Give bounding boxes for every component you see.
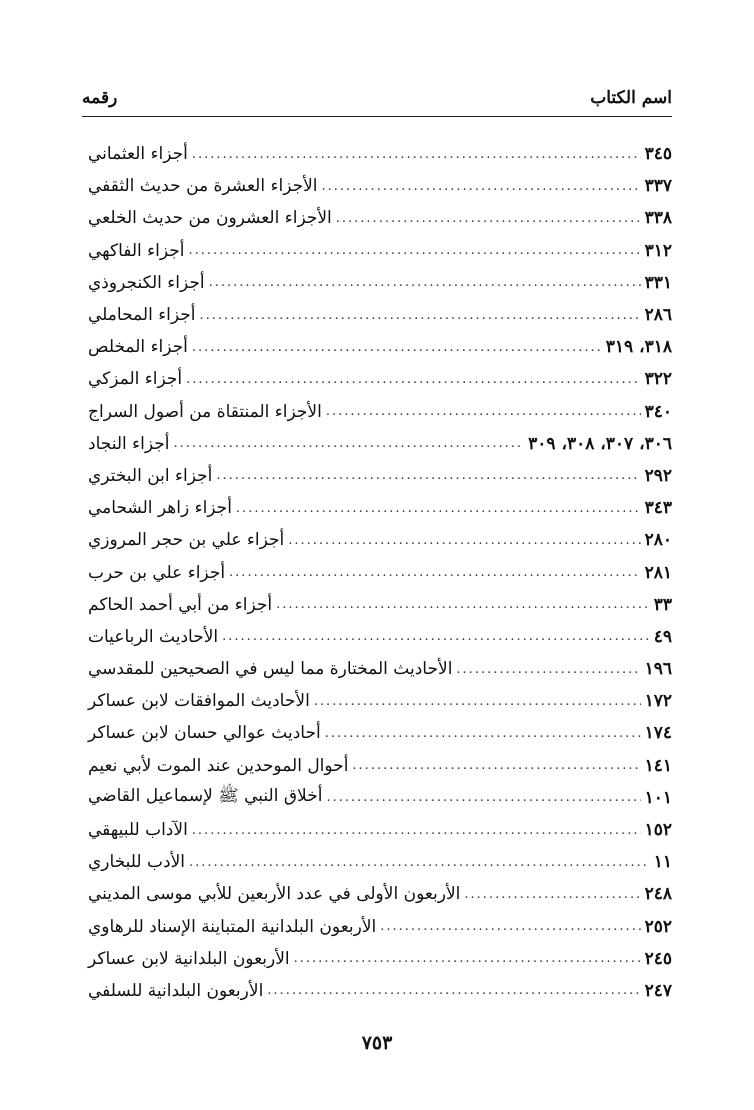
entry-title: الأحاديث المختارة مما ليس في الصحيحين للمقدسي xyxy=(88,659,453,680)
dot-leader xyxy=(267,983,640,998)
entry-title: الأربعون البلدانية المتباينة الإسناد للرهاوي xyxy=(88,916,377,937)
dot-leader xyxy=(276,597,650,612)
dot-leader xyxy=(216,468,640,483)
dot-leader xyxy=(325,726,641,741)
index-entry xyxy=(82,428,672,460)
entry-title: أجزاء المزكي xyxy=(88,369,183,390)
entry-title: أجزاء علي بن حجر المروزي xyxy=(88,530,285,551)
entry-page-number: ١٩٦ xyxy=(644,659,672,680)
dot-leader xyxy=(189,243,641,258)
entry-page-number: ١١ xyxy=(653,852,672,873)
index-entry xyxy=(82,267,672,299)
index-entry xyxy=(82,717,672,749)
dot-leader xyxy=(200,308,641,323)
dot-leader xyxy=(229,565,641,580)
entry-page-number: ٣٤٥ xyxy=(644,144,672,165)
entry-page-number: ٣١٢ xyxy=(644,240,672,261)
entry-title: أجزاء علي بن حرب xyxy=(88,562,226,583)
entry-page-number: ١٧٤ xyxy=(644,723,672,744)
index-entry xyxy=(82,878,672,910)
entry-title: أجزاء المحاملي xyxy=(88,305,196,326)
dot-leader xyxy=(456,662,640,677)
dot-leader xyxy=(322,179,641,194)
dot-leader xyxy=(174,436,525,451)
entry-title: أجزاء النجاد xyxy=(88,433,170,454)
entry-page-number: ٣٤٣ xyxy=(644,498,672,519)
entry-page-number: ٣٣٧ xyxy=(644,176,672,197)
index-entry xyxy=(82,653,672,685)
index-entry xyxy=(82,396,672,428)
entry-page-number: ٢٤٧ xyxy=(644,980,672,1001)
entry-page-number: ١٤١ xyxy=(644,755,672,776)
index-entry xyxy=(82,975,672,1007)
entry-title: الأربعون البلدانية للسلفي xyxy=(88,980,264,1001)
dot-leader xyxy=(336,211,641,226)
dot-leader xyxy=(192,340,602,355)
index-entry xyxy=(82,235,672,267)
dot-leader xyxy=(186,372,640,387)
index-entry xyxy=(82,331,672,363)
entry-title: أجزاء من أبي أحمد الحاكم xyxy=(88,594,273,615)
entry-title: أجزاء الكنجروذي xyxy=(88,272,205,293)
entry-title: الأربعون البلدانية لابن عساكر xyxy=(88,948,290,969)
index-entry xyxy=(82,524,672,556)
index-entry xyxy=(82,460,672,492)
entry-title: أحاديث عوالي حسان لابن عساكر xyxy=(88,723,321,744)
column-header-book-name: اسم الكتاب xyxy=(590,88,672,108)
dot-leader xyxy=(189,855,650,870)
index-entry xyxy=(82,299,672,331)
entry-page-number: ٣٠٦، ٣٠٧، ٣٠٨، ٣٠٩ xyxy=(528,433,672,454)
entry-page-number: ٢٤٨ xyxy=(644,884,672,905)
entry-page-number: ٢٨٠ xyxy=(644,530,672,551)
entry-title: أجزاء ابن البختري xyxy=(88,465,213,486)
entry-page-number: ٢٥٢ xyxy=(644,916,672,937)
index-entry xyxy=(82,202,672,234)
index-entry xyxy=(82,846,672,878)
column-header-number: رقمه xyxy=(82,88,118,108)
entry-title: أجزاء المخلص xyxy=(88,337,188,358)
entry-title: أجزاء العثماني xyxy=(88,144,188,165)
dot-leader xyxy=(294,951,641,966)
index-entry xyxy=(82,492,672,524)
entry-page-number: ٢٨٦ xyxy=(644,305,672,326)
entry-page-number: ١٥٢ xyxy=(644,820,672,841)
index-entry xyxy=(82,589,672,621)
index-header xyxy=(82,78,672,117)
index-entry xyxy=(82,782,672,814)
index-entry xyxy=(82,363,672,395)
index-entry xyxy=(82,911,672,943)
dot-leader xyxy=(380,919,640,934)
entry-page-number: ٣١٨، ٣١٩ xyxy=(605,337,672,358)
entry-title: الأدب للبخاري xyxy=(88,852,186,873)
entry-title: أجزاء الفاكهي xyxy=(88,240,185,261)
entry-title: الأحاديث الموافقات لابن عساكر xyxy=(88,691,310,712)
entry-page-number: ٣٣١ xyxy=(644,272,672,293)
entry-title: الأجزاء المنتقاة من أصول السراج xyxy=(88,401,322,422)
entry-title: الآداب للبيهقي xyxy=(88,820,188,841)
dot-leader xyxy=(236,501,641,516)
index-entry xyxy=(82,943,672,975)
dot-leader xyxy=(192,823,641,838)
entry-page-number: ٢٨١ xyxy=(644,562,672,583)
index-entry xyxy=(82,685,672,717)
dot-leader xyxy=(326,790,640,805)
entry-page-number: ١٠١ xyxy=(644,787,672,808)
index-entry xyxy=(82,556,672,588)
entry-page-number: ٢٩٢ xyxy=(644,465,672,486)
entry-title: الأربعون الأولى في عدد الأربعين للأبي موسى المديني xyxy=(88,884,461,905)
entry-page-number: ٣٣٨ xyxy=(644,208,672,229)
dot-leader xyxy=(314,694,641,709)
entry-page-number: ١٧٢ xyxy=(644,691,672,712)
dot-leader xyxy=(209,275,641,290)
index-entry xyxy=(82,170,672,202)
dot-leader xyxy=(464,887,640,902)
entry-page-number: ٣٢٢ xyxy=(644,369,672,390)
entry-title: أحوال الموحدين عند الموت لأبي نعيم xyxy=(88,755,349,776)
page-number: ٧٥٣ xyxy=(361,1032,393,1054)
entry-title: الأجزاء العشرة من حديث الثقفي xyxy=(88,176,318,197)
dot-leader xyxy=(192,147,641,162)
entry-title: أخلاق النبي ﷺ لإسماعيل القاضي xyxy=(88,786,323,807)
entry-title: أجزاء زاهر الشحامي xyxy=(88,498,232,519)
index-entry xyxy=(82,138,672,170)
index-entry xyxy=(82,621,672,653)
index-entry xyxy=(82,814,672,846)
index-entry xyxy=(82,750,672,782)
entry-title: الأحاديث الرباعيات xyxy=(88,626,219,647)
dot-leader xyxy=(352,758,640,773)
entry-page-number: ٣٤٠ xyxy=(644,401,672,422)
entry-title: الأجزاء العشرون من حديث الخلعي xyxy=(88,208,332,229)
entry-page-number: ٤٩ xyxy=(653,626,672,647)
entry-page-number: ٢٤٥ xyxy=(644,948,672,969)
entry-page-number: ٣٣ xyxy=(653,594,672,615)
dot-leader xyxy=(326,404,641,419)
dot-leader xyxy=(288,533,640,548)
dot-leader xyxy=(222,629,650,644)
index-entries xyxy=(82,138,672,1007)
